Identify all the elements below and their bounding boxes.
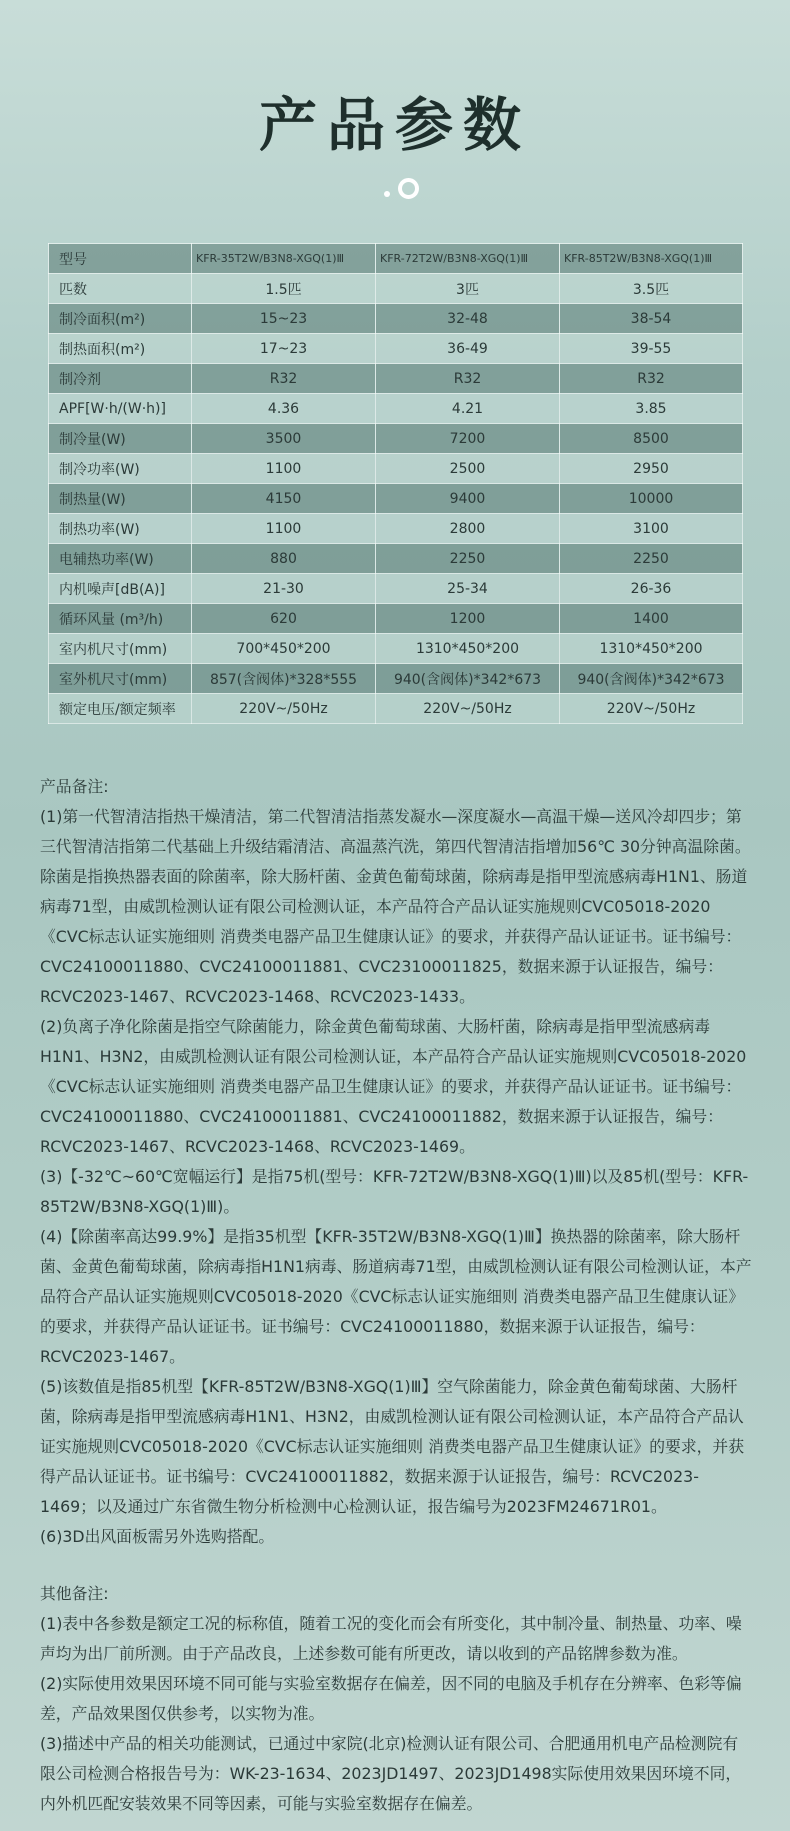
note-item: (4)【除菌率高达99.9%】是指35机型【KFR-35T2W/B3N8-XGQ(1)Ⅲ】换热器的除菌率，除大肠杆菌、金黄色葡萄球菌，除病毒指H1N1病毒、肠道病毒71型，由威凯检测认证有限公司检测认证，本产品符合产品认证实施规则CVC05018-2020《CVC标志认证实施细则 消费类电器产品卫生健康认证》的要求，并获得产品认证证书。证书编号：CVC24100011880，数据来源于认证报告，编号：RCVC2023-1467。 (40, 1227, 752, 1366)
table-row (49, 484, 743, 514)
note-item: (6)3D出风面板需另外选购搭配。 (40, 1527, 275, 1546)
cell-value: 9400 (376, 484, 560, 514)
row-label: 制热面积(m²) (49, 334, 192, 364)
cell-value: 2800 (376, 514, 560, 544)
row-label: 室内机尺寸(mm) (49, 634, 192, 664)
row-label: 室外机尺寸(mm) (49, 664, 192, 694)
table-row (49, 574, 743, 604)
model-header: KFR-35T2W/B3N8-XGQ(1)Ⅲ (192, 244, 376, 274)
cell-value: 3.85 (560, 394, 743, 424)
cell-value: 17~23 (192, 334, 376, 364)
note-item: (1)第一代智清洁指热干燥清洁，第二代智清洁指蒸发凝水—深度凝水—高温干燥—送风冷却四步；第三代智清洁指第二代基础上升级结霜清洁、高温蒸汽洗，第四代智清洁指增加56℃ 30分钟高温除菌。除菌是指换热器表面的除菌率，除大肠杆菌、金黄色葡萄球菌，除病毒是指甲型流感病毒H1N1、肠道病毒71型，由威凯检测认证有限公司检测认证，本产品符合产品认证实施规则CVC05018-2020《CVC标志认证实施细则 消费类电器产品卫生健康认证》的要求，并获得产品认证证书。证书编号：CVC24100011880、CVC24100011881、CVC23100011825，数据来源于认证报告，编号：RCVC2023-1467、RCVC2023-1468、RCVC2023-1433。 (40, 807, 751, 1006)
cell-value: 1100 (192, 454, 376, 484)
product-notes-heading: 产品备注: (40, 777, 109, 796)
table-row (49, 514, 743, 544)
cell-value: 1.5匹 (192, 274, 376, 304)
cell-value: 38-54 (560, 304, 743, 334)
table-row (49, 424, 743, 454)
cell-value: R32 (192, 364, 376, 394)
cell-value: 220V~/50Hz (376, 694, 560, 724)
cell-value: 8500 (560, 424, 743, 454)
table-row (49, 604, 743, 634)
table-header-row (49, 244, 743, 274)
row-label: 循环风量 (m³/h) (49, 604, 192, 634)
cell-value: 36-49 (376, 334, 560, 364)
row-label: 制冷面积(m²) (49, 304, 192, 334)
row-label: 匹数 (49, 274, 192, 304)
cell-value: 4150 (192, 484, 376, 514)
table-row (49, 394, 743, 424)
cell-value: 39-55 (560, 334, 743, 364)
row-label: 制冷量(W) (49, 424, 192, 454)
cell-value: 1100 (192, 514, 376, 544)
cell-value: 25-34 (376, 574, 560, 604)
note-item: (3)【-32℃~60℃宽幅运行】是指75机(型号：KFR-72T2W/B3N8-XGQ(1)Ⅲ)以及85机(型号：KFR-85T2W/B3N8-XGQ(1)Ⅲ)。 (40, 1167, 749, 1216)
table-row (49, 334, 743, 364)
row-label: 制热量(W) (49, 484, 192, 514)
model-header: KFR-72T2W/B3N8-XGQ(1)Ⅲ (376, 244, 560, 274)
row-label: 制冷剂 (49, 364, 192, 394)
row-label: APF[W·h/(W·h)] (49, 394, 192, 424)
decorative-ornament (0, 172, 790, 202)
cell-value: 4.21 (376, 394, 560, 424)
row-label: 电辅热功率(W) (49, 544, 192, 574)
row-label: 制热功率(W) (49, 514, 192, 544)
table-row (49, 634, 743, 664)
row-label: 额定电压/额定频率 (49, 694, 192, 724)
table-row (49, 694, 743, 724)
note-item: (2)负离子净化除菌是指空气除菌能力，除金黄色葡萄球菌、大肠杆菌，除病毒是指甲型流感病毒H1N1、H3N2，由威凯检测认证有限公司检测认证，本产品符合产品认证实施规则CVC05018-2020《CVC标志认证实施细则 消费类电器产品卫生健康认证》的要求，并获得产品认证证书。证书编号：CVC24100011880、CVC24100011881、CVC24100011882，数据来源于认证报告，编号：RCVC2023-1467、RCVC2023-1468、RCVC2023-1469。 (40, 1017, 747, 1156)
cell-value: 620 (192, 604, 376, 634)
cell-value: 700*450*200 (192, 634, 376, 664)
ring-icon (398, 178, 419, 199)
other-notes-heading: 其他备注: (40, 1584, 109, 1603)
cell-value: 7200 (376, 424, 560, 454)
table-row (49, 304, 743, 334)
table-row (49, 544, 743, 574)
cell-value: 15~23 (192, 304, 376, 334)
cell-value: 1310*450*200 (560, 634, 743, 664)
cell-value: 2950 (560, 454, 743, 484)
cell-value: 220V~/50Hz (560, 694, 743, 724)
cell-value: 3匹 (376, 274, 560, 304)
table-row (49, 274, 743, 304)
cell-value: 2250 (376, 544, 560, 574)
cell-value: 880 (192, 544, 376, 574)
cell-value: 3100 (560, 514, 743, 544)
header-label: 型号 (49, 244, 192, 274)
cell-value: 940(含阀体)*342*673 (376, 664, 560, 694)
cell-value: 940(含阀体)*342*673 (560, 664, 743, 694)
cell-value: 26-36 (560, 574, 743, 604)
cell-value: 1400 (560, 604, 743, 634)
note-item: (5)该数值是指85机型【KFR-85T2W/B3N8-XGQ(1)Ⅲ】空气除菌能力，除金黄色葡萄球菌、大肠杆菌，除病毒是指甲型流感病毒H1N1、H3N2，由威凯检测认证有限公司检测认证，本产品符合产品认证实施规则CVC05018-2020《CVC标志认证实施细则 消费类电器产品卫生健康认证》的要求，并获得产品认证证书。证书编号：CVC24100011882，数据来源于认证报告，编号：RCVC2023-1469；以及通过广东省微生物分析检测中心检测认证，报告编号为2023FM24671R01。 (40, 1377, 745, 1516)
row-label: 内机噪声[dB(A)] (49, 574, 192, 604)
cell-value: 21-30 (192, 574, 376, 604)
cell-value: 3500 (192, 424, 376, 454)
note-item: (3)描述中产品的相关功能测试，已通过中家院(北京)检测认证有限公司、合肥通用机电产品检测院有限公司检测合格报告号为：WK-23-1634、2023JD1497、2023JD1498实际使用效果因环境不同，内外机匹配安装效果不同等因素，可能与实验室数据存在偏差。 (40, 1734, 742, 1813)
table-row (49, 664, 743, 694)
note-item: (1)表中各参数是额定工况的标称值，随着工况的变化而会有所变化，其中制冷量、制热量、功率、噪声均为出厂前所测。由于产品改良，上述参数可能有所更改，请以收到的产品铭牌参数为准。 (40, 1614, 742, 1663)
product-notes (40, 772, 752, 1552)
cell-value: 3.5匹 (560, 274, 743, 304)
table-row (49, 454, 743, 484)
cell-value: 857(含阀体)*328*555 (192, 664, 376, 694)
cell-value: 4.36 (192, 394, 376, 424)
dot-icon (384, 191, 390, 197)
cell-value: 2250 (560, 544, 743, 574)
other-notes (40, 1579, 752, 1819)
row-label: 制冷功率(W) (49, 454, 192, 484)
cell-value: 220V~/50Hz (192, 694, 376, 724)
spec-table (48, 243, 743, 724)
cell-value: 10000 (560, 484, 743, 514)
model-header: KFR-85T2W/B3N8-XGQ(1)Ⅲ (560, 244, 743, 274)
cell-value: R32 (376, 364, 560, 394)
page-title: 产品参数 (258, 91, 531, 159)
cell-value: 1310*450*200 (376, 634, 560, 664)
cell-value: 2500 (376, 454, 560, 484)
cell-value: 32-48 (376, 304, 560, 334)
cell-value: R32 (560, 364, 743, 394)
cell-value: 1200 (376, 604, 560, 634)
table-row (49, 364, 743, 394)
note-item: (2)实际使用效果因环境不同可能与实验室数据存在偏差，因不同的电脑及手机存在分辨率、色彩等偏差，产品效果图仅供参考，以实物为准。 (40, 1674, 742, 1723)
